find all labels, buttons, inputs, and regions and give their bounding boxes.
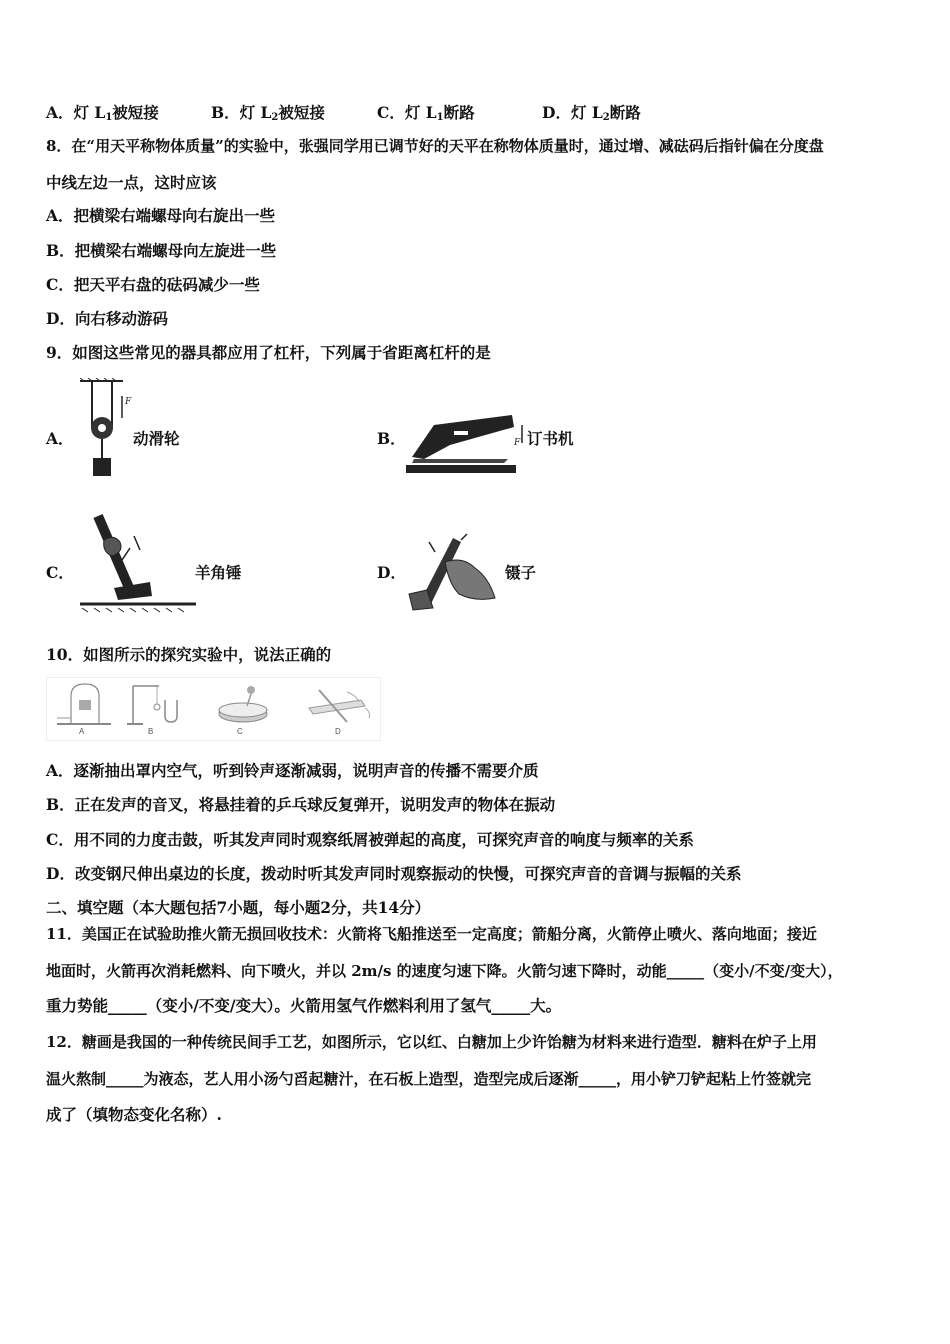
q10-option-c: C．用不同的力度击鼓，听其发声同时观察纸屑被弹起的高度，可探究声音的响度与频率的关系 [46,830,694,849]
figure-label-b: B [148,727,154,736]
sound-experiments-figure [46,677,381,741]
q9-option-a-letter: A． [46,429,74,448]
q7-option-d: D．灯 $L_2$断路 [542,103,641,123]
q7-option-c: C．灯 $L_1$断路 [377,103,475,123]
figure-label-a: A [79,727,85,736]
q9-option-d-letter: D． [377,563,406,582]
q9-option-b-letter: B． [377,429,406,448]
q9-option-c-label: 羊角锤 [195,563,242,582]
q8-stem-line2: 中线左边一点，这时应该 [46,173,217,192]
svg-text:F: F [125,397,132,407]
q11-line1: 11．美国正在试验助推火箭无损回收技术：火箭将飞船推送至一定高度；箭船分离，火箭停止喷火、落向地面；接近 [46,925,817,943]
figure-label-d: D [335,727,341,736]
q7-option-b: B．灯 $L_2$被短接 [211,103,325,123]
figure-label-c: C [237,727,243,736]
q8-stem-line1: 8．在“用天平称物体质量”的实验中，张强同学用已调节好的天平在称物体质量时，通过增、减砝码后指针偏在分度盘 [46,137,824,155]
stapler-figure [404,405,529,477]
q10-option-b: B．正在发声的音叉，将悬挂着的乒乓球反复弹开，说明发声的物体在振动 [46,795,556,814]
q12-line3: 成了（填物态变化名称）. [46,1105,222,1124]
q11-line2: 地面时，火箭再次消耗燃料、向下喷火，并以 2m/s 的速度匀速下降。火箭匀速下降时，动能_____（变小/不变/变大）， [46,962,843,980]
q9-option-c-letter: C． [46,563,74,582]
q12-line2: 温火熬制_____为液态，艺人用小汤勺舀起糖汁，在石板上造型，造型完成后逐渐_____，用小铲刀铲起粘上竹签就完 [46,1070,812,1088]
q8-option-c: C．把天平右盘的砝码减少一些 [46,275,260,294]
q11-line3: 重力势能_____（变小/不变/变大）。火箭用氢气作燃料利用了氢气_____大。 [46,996,562,1015]
claw-hammer-figure [78,510,198,615]
q9-option-a-label: 动滑轮 [133,429,180,448]
q10-stem: 10．如图所示的探究实验中，说法正确的 [46,645,332,664]
q9-option-b-label: 订书机 [527,429,574,448]
q9-stem: 9．如图这些常见的器具都应用了杠杆，下列属于省距离杠杆的是 [46,343,491,362]
q9-option-d-label: 镊子 [505,563,537,582]
q8-option-a: A．把横梁右端螺母向右旋出一些 [46,206,276,225]
q7-option-a: A．灯 $L_1$被短接 [46,103,159,123]
pulley-figure [78,378,138,483]
q12-line1: 12．糖画是我国的一种传统民间手工艺，如图所示，它以红、白糖加上少许饴糖为材料来进行造型．糖料在炉子上用 [46,1033,817,1051]
q8-option-b: B．把横梁右端螺母向左旋进一些 [46,241,277,260]
tweezers-figure [405,532,505,612]
svg-text:F: F [514,438,521,448]
q10-option-a: A．逐渐抽出罩内空气，听到铃声逐渐减弱，说明声音的传播不需要介质 [46,761,539,780]
q10-option-d: D．改变钢尺伸出桌边的长度，拨动时听其发声同时观察振动的快慢，可探究声音的音调与振幅的关系 [46,864,742,883]
q8-option-d: D．向右移动游码 [46,309,168,328]
section-heading: 二、填空题（本大题包括7小题，每小题2分，共14分） [46,898,431,917]
